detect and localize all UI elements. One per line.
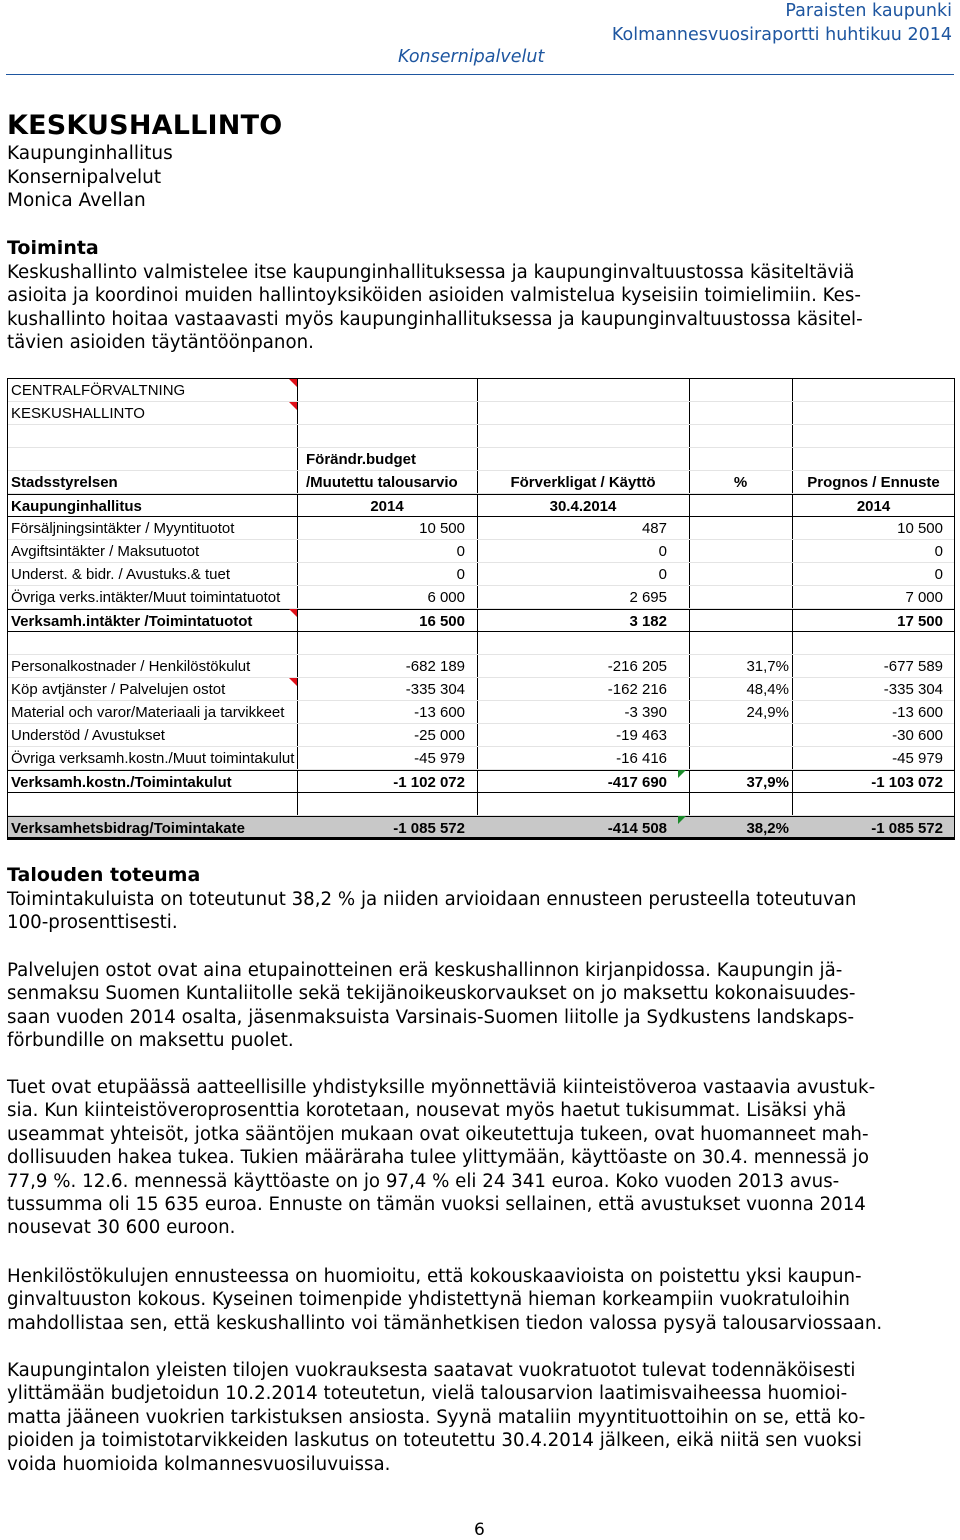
row-forecast: -677 589 (883, 658, 943, 675)
comment-marker (678, 770, 686, 778)
row-label: Personalkostnader / Henkilöstökulut (11, 658, 251, 675)
text-line: kushallinto hoitaa vastaavasti myös kaupunginhallituksessa ja kaupunginvaltuustossa käsitel- (7, 308, 863, 330)
table-row (8, 563, 954, 586)
toiminta-heading: Toiminta (7, 237, 99, 259)
comment-marker (289, 609, 297, 617)
row-percent: 38,2% (746, 820, 789, 837)
text-line: förbundille on maksettu puolet. (7, 1030, 294, 1052)
row-forecast: -335 304 (883, 681, 943, 698)
table-title-row (8, 379, 954, 402)
text-line: Palvelujen ostot ovat aina etupainotteinen erä keskushallinnon kirjanpidossa. Kaupungin jä- (7, 960, 843, 981)
row-label: Avgiftsintäkter / Maksutuotot (11, 543, 200, 560)
table-subheader-row (8, 494, 954, 517)
row-percent (689, 563, 792, 585)
row-forecast: -30 600 (892, 727, 943, 744)
comment-marker (289, 379, 297, 387)
row-percent (689, 610, 792, 631)
row-forecast: -45 979 (892, 750, 943, 767)
comment-marker (678, 816, 686, 824)
header-budget-line2: /Muutettu talousarvio (306, 474, 458, 491)
row-budget: -335 304 (405, 681, 465, 698)
text-line: dollisuuden hakea tukea. Tukien määräraha tulee ylittymään, käyttöaste on 30.4. mennessä jo (7, 1147, 869, 1169)
subheader-realized-date: 30.4.2014 (549, 498, 617, 515)
row-budget: 0 (456, 566, 465, 583)
talous-paragraph-1 (7, 888, 955, 935)
table-title-2: KESKUSHALLINTO (11, 405, 145, 422)
row-forecast: 7 000 (905, 589, 943, 606)
table-header-row (8, 448, 954, 471)
talous-paragraph-5 (7, 1359, 955, 1476)
row-label: Underst. & bidr. / Avustuks.& tuet (11, 566, 231, 583)
header-realized: Förverkligat / Käyttö (510, 474, 656, 491)
row-realized: -16 416 (616, 750, 667, 767)
comment-marker (289, 402, 297, 410)
row-percent (689, 517, 792, 539)
table-row (8, 517, 954, 540)
page-title: KESKUSHALLINTO (7, 110, 283, 141)
text-line: saan vuoden 2014 osalta, jäsenmaksuista Varsinais-Suomen liitolle ja Sydkustens landskaps- (7, 1006, 855, 1028)
row-realized: -19 463 (616, 727, 667, 744)
header-organization: Paraisten kaupunki (785, 1, 952, 21)
row-budget: -1 102 072 (393, 774, 465, 791)
text-line: voida huomioida kolmannesvuosiluvuissa. (7, 1453, 391, 1475)
row-forecast: 17 500 (897, 613, 943, 630)
text-line: matta jääneen vuokrien tarkistuksen ansiosta. Syynä mataliin myyntituottoihin on se, että ko- (7, 1406, 866, 1428)
page-number: 6 (474, 1520, 485, 1540)
row-realized: 0 (658, 566, 667, 583)
table-row (8, 655, 954, 678)
text-line: asioita ja koordinoi muiden hallintoyksiköiden asioiden valmistelua kyseisiin toimielimiin. Kes- (7, 285, 861, 307)
row-percent: 31,7% (746, 658, 789, 675)
talous-paragraph-3 (7, 1076, 955, 1240)
table-spacer-row (8, 425, 954, 448)
text-line: sia. Kun kiinteistöveroprosenttia korotetaan, nousevat myös haetut tukisummat. Lisäksi yhä (7, 1100, 847, 1122)
row-label: Understöd / Avustukset (11, 727, 165, 744)
subtitle-line-3: Monica Avellan (7, 190, 146, 211)
row-percent (689, 724, 792, 746)
subtitle-line-1: Kaupunginhallitus (7, 143, 173, 164)
header-percent: % (733, 474, 748, 491)
toiminta-paragraph (7, 261, 955, 355)
text-line: useammat yhteisöt, jotka sääntöjen mukaan ovat oikeutettuja tukeen, ovat huomanneet mah- (7, 1123, 869, 1145)
row-forecast: 0 (934, 566, 943, 583)
row-budget: -13 600 (414, 704, 465, 721)
subheader-forecast-year: 2014 (856, 498, 891, 515)
header-rule (6, 74, 954, 75)
row-realized: 487 (641, 520, 667, 537)
table-row (8, 678, 954, 701)
row-label: Köp avtjänster / Palvelujen ostot (11, 681, 226, 698)
table-header-row (8, 471, 954, 494)
text-line: Tuet ovat etupäässä aatteellisille yhdistyksille myönnettäviä kiinteistöveroa vastaavia avustuk- (7, 1077, 876, 1098)
row-label: Övriga verksamh.kostn./Muut toimintakulut (11, 750, 295, 767)
row-budget: -682 189 (405, 658, 465, 675)
row-percent (689, 747, 792, 769)
table-row (8, 586, 954, 609)
row-label: Verksamh.intäkter /Toimintatuotot (11, 613, 253, 630)
row-realized: -162 216 (607, 681, 667, 698)
row-label: Verksamh.kostn./Toimintakulut (11, 774, 232, 791)
talous-paragraph-4 (7, 1265, 955, 1335)
row-forecast: -1 085 572 (871, 820, 943, 837)
table-total-row (8, 770, 954, 793)
text-line: mahdollistaa sen, että keskushallinto voi tämänhetkisen tiedon valossa pysyä talousarviossaan. (7, 1312, 883, 1334)
budget-table (7, 378, 955, 840)
table-title-row (8, 402, 954, 425)
comment-marker (289, 678, 297, 686)
row-percent (689, 586, 792, 608)
row-realized: -216 205 (607, 658, 667, 675)
row-label: Övriga verks.intäkter/Muut toimintatuotot (11, 589, 281, 606)
row-label: Material och varor/Materiaali ja tarvikkeet (11, 704, 285, 721)
row-label: Verksamhetsbidrag/Toimintakate (11, 820, 245, 837)
table-row (8, 747, 954, 770)
table-total-row (8, 609, 954, 632)
row-forecast: -13 600 (892, 704, 943, 721)
header-budget-line1: Förändr.budget (306, 451, 416, 468)
text-line: tävien asioiden täytäntöönpanon. (7, 332, 314, 354)
header-forecast: Prognos / Ennuste (807, 474, 940, 491)
row-percent (689, 540, 792, 562)
talous-paragraph-2 (7, 959, 955, 1053)
row-percent: 37,9% (746, 774, 789, 791)
text-line: 100-prosenttisesti. (7, 912, 178, 934)
header-stadsstyrelsen: Stadsstyrelsen (11, 474, 118, 491)
table-grand-total-row (8, 816, 954, 839)
row-realized: -417 690 (607, 774, 667, 791)
text-line: ylittämään budjetoidun 10.2.2014 toteutetun, vielä talousarvion laatimisvaiheessa huomioi- (7, 1383, 848, 1405)
table-row (8, 701, 954, 724)
table-spacer-row (8, 632, 954, 655)
row-budget: -45 979 (414, 750, 465, 767)
talous-heading: Talouden toteuma (7, 864, 201, 886)
text-line: Kaupungintalon yleisten tilojen vuokrauksesta saatavat vuokratuotot tulevat todennäköisesti (7, 1360, 856, 1381)
header-report-title: Kolmannesvuosiraportti huhtikuu 2014 (611, 25, 952, 45)
text-line: ginvaltuuston kokous. Kyseinen toimenpide yhdistettynä hieman korkeampiin vuokratuloihin (7, 1289, 850, 1311)
row-realized: -414 508 (607, 820, 667, 837)
text-line: 77,9 %. 12.6. mennessä käyttöaste on jo 97,4 % eli 24 341 euroa. Koko vuoden 2013 avus- (7, 1170, 840, 1192)
row-realized: 0 (658, 543, 667, 560)
text-line: pioiden ja toimistotarvikkeiden laskutus on toteutettu 30.4.2014 jälkeen, eikä niitä sen vuoksi (7, 1430, 862, 1452)
text-line: senmaksu Suomen Kuntaliitolle sekä tekijänoikeuskorvaukset on jo maksettu kokonaisuudes- (7, 983, 856, 1005)
row-forecast: 0 (934, 543, 943, 560)
text-line: tussumma oli 15 635 euroa. Ennuste on tämän vuoksi sellainen, että avustukset vuonna 2014 (7, 1194, 866, 1216)
row-realized: 3 182 (629, 613, 667, 630)
text-line: Toimintakuluista on toteutunut 38,2 % ja niiden arvioidaan ennusteen perusteella toteutuvan (7, 889, 857, 910)
text-line: nousevat 30 600 euroon. (7, 1217, 236, 1239)
subheader-kaupunginhallitus: Kaupunginhallitus (11, 498, 142, 515)
row-percent: 48,4% (746, 681, 789, 698)
subtitle-line-2: Konsernipalvelut (7, 167, 162, 188)
row-percent: 24,9% (746, 704, 789, 721)
row-budget: 16 500 (419, 613, 465, 630)
table-spacer-row (8, 793, 954, 816)
row-budget: -1 085 572 (393, 820, 465, 837)
row-forecast: 10 500 (897, 520, 943, 537)
row-budget: 0 (456, 543, 465, 560)
text-line: Henkilöstökulujen ennusteessa on huomioitu, että kokouskaavioista on poistettu yksi kaupun- (7, 1266, 862, 1287)
table-row (8, 724, 954, 747)
table-title-1: CENTRALFÖRVALTNING (11, 382, 186, 399)
row-budget: 6 000 (427, 589, 465, 606)
text-line: Keskushallinto valmistelee itse kaupunginhallituksessa ja kaupunginvaltuustossa käsiteltäviä (7, 262, 855, 283)
row-label: Försäljningsintäkter / Myyntituotot (11, 520, 235, 537)
row-budget: -25 000 (414, 727, 465, 744)
row-realized: 2 695 (629, 589, 667, 606)
table-row (8, 540, 954, 563)
subheader-budget-year: 2014 (370, 498, 404, 515)
header-section: Konsernipalvelut (398, 47, 545, 67)
row-budget: 10 500 (419, 520, 465, 537)
row-realized: -3 390 (624, 704, 667, 721)
row-forecast: -1 103 072 (871, 774, 943, 791)
